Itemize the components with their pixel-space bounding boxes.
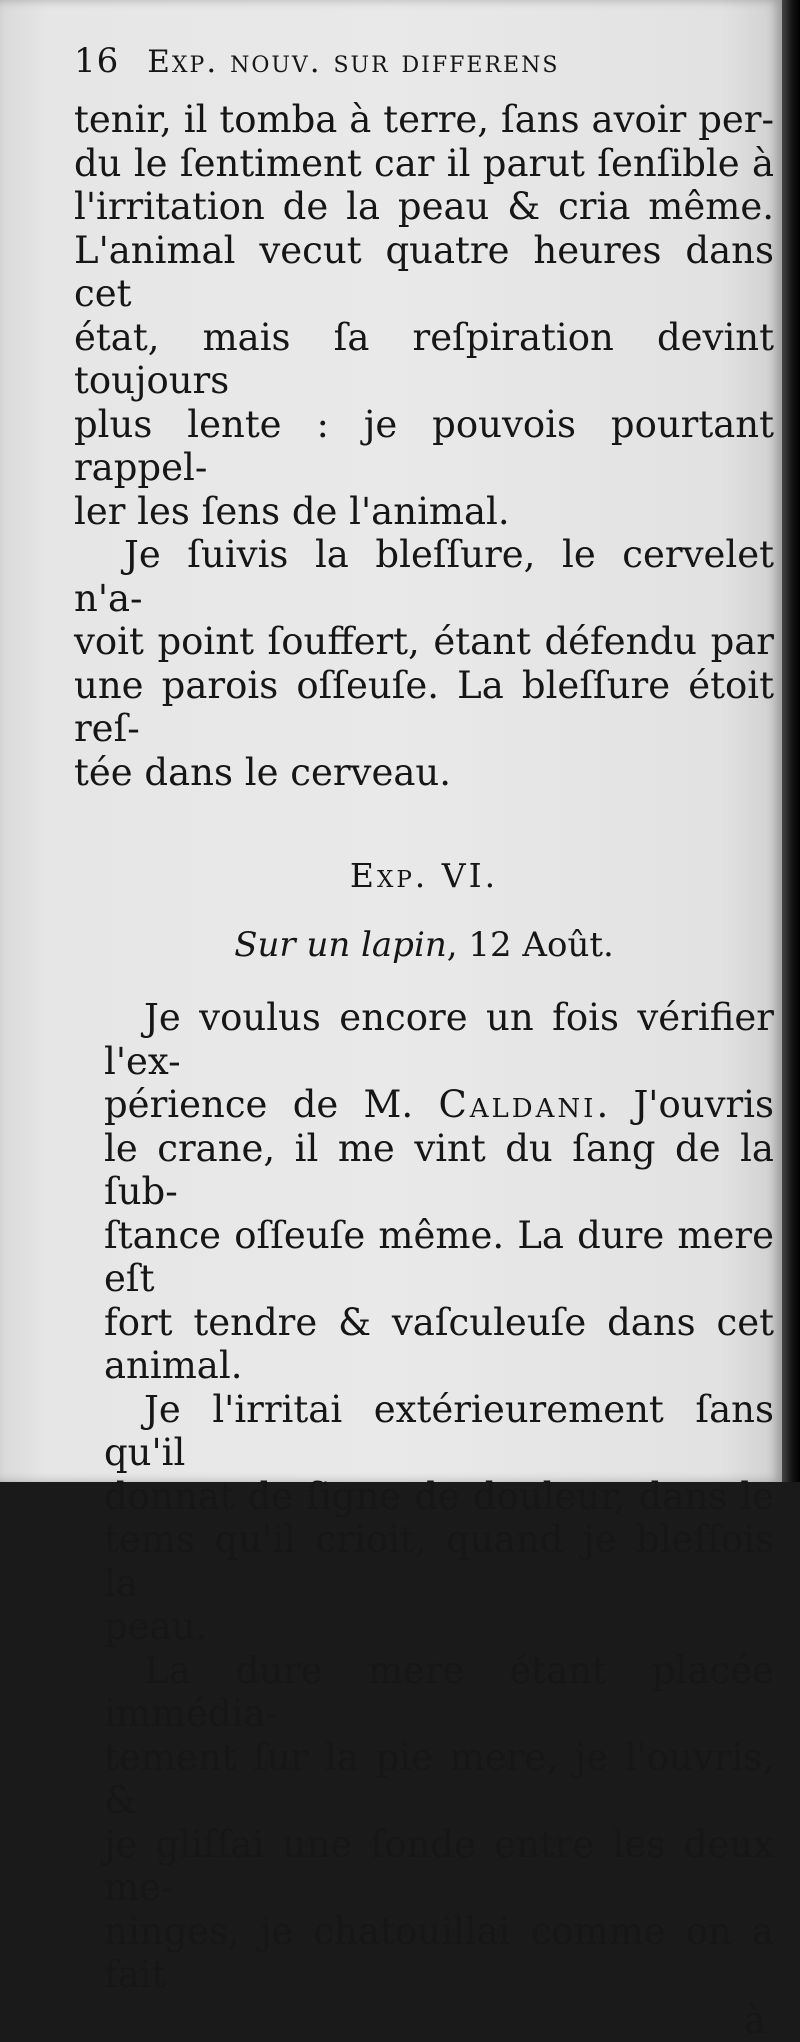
- paragraph-1: [74, 98, 774, 533]
- text-line: voit point ſouffert, étant défendu par: [74, 620, 774, 664]
- text-fragment: . J'ouvris: [596, 1083, 774, 1126]
- text-line: une parois oſſeuſe. La bleſſure étoit reſ-: [74, 664, 774, 751]
- text-line: tenir, il tomba à terre, ſans avoir per-: [74, 98, 774, 142]
- text-line: ler les ſens de l'animal.: [74, 490, 774, 534]
- page-gutter-shadow: [782, 0, 800, 1482]
- text-line: tement ſur la pie mere, je l'ouvris, &: [104, 1736, 774, 1823]
- paragraph-3: [74, 996, 774, 1388]
- running-title: Exp. nouv. sur differens: [147, 41, 559, 85]
- text-line: tems qu'il crioit, quand je bleſſois la: [104, 1518, 774, 1605]
- text-line: [104, 1083, 774, 1127]
- text-line: donnat de ſigne de douleur, dans le: [104, 1475, 774, 1519]
- page-number: 16: [74, 40, 119, 84]
- text-line: état, mais ſa reſpiration devint toujours: [74, 316, 774, 403]
- author-name: Caldani: [438, 1083, 596, 1126]
- text-line: Je ſuivis la bleſſure, le cervelet n'a-: [74, 533, 774, 620]
- page-text: [74, 40, 774, 2042]
- experiment-body: [74, 996, 774, 2042]
- subheading-subject: Sur un lapin: [234, 925, 447, 965]
- section-subheading: [74, 924, 774, 996]
- paragraph-2: [74, 533, 774, 794]
- text-line: ninges, je chatouillai comme on a fait: [104, 1910, 774, 1997]
- catchword: à: [74, 1999, 774, 2042]
- running-header: [74, 40, 774, 98]
- text-line: je gliſſai une ſonde entre les deux me-: [104, 1823, 774, 1910]
- text-fragment: périence de M.: [104, 1083, 438, 1126]
- text-line: plus lente : je pouvois pourtant rappel-: [74, 403, 774, 490]
- subheading-date: , 12 Août.: [447, 925, 614, 965]
- paragraph-4: [74, 1388, 774, 1649]
- text-line: peau.: [104, 1605, 774, 1649]
- text-line: fort tendre & vaſculeuſe dans cet animal.: [104, 1301, 774, 1388]
- text-line: Je l'irritai extérieurement ſans qu'il: [104, 1388, 774, 1475]
- text-line: L'animal vecut quatre heures dans cet: [74, 229, 774, 316]
- section-heading: Exp. VI.: [74, 854, 774, 904]
- text-line: Je voulus encore un fois vérifier l'ex-: [104, 996, 774, 1083]
- paragraph-5: [74, 1649, 774, 1997]
- text-line: l'irritation de la peau & cria même.: [74, 185, 774, 229]
- text-line: ſtance oſſeuſe même. La dure mere eſt: [104, 1214, 774, 1301]
- text-line: La dure mere étant placée immédia-: [104, 1649, 774, 1736]
- text-line: le crane, il me vint du ſang de la ſub-: [104, 1127, 774, 1214]
- text-line: tée dans le cerveau.: [74, 751, 774, 795]
- text-line: du le ſentiment car il parut ſenſible à: [74, 142, 774, 186]
